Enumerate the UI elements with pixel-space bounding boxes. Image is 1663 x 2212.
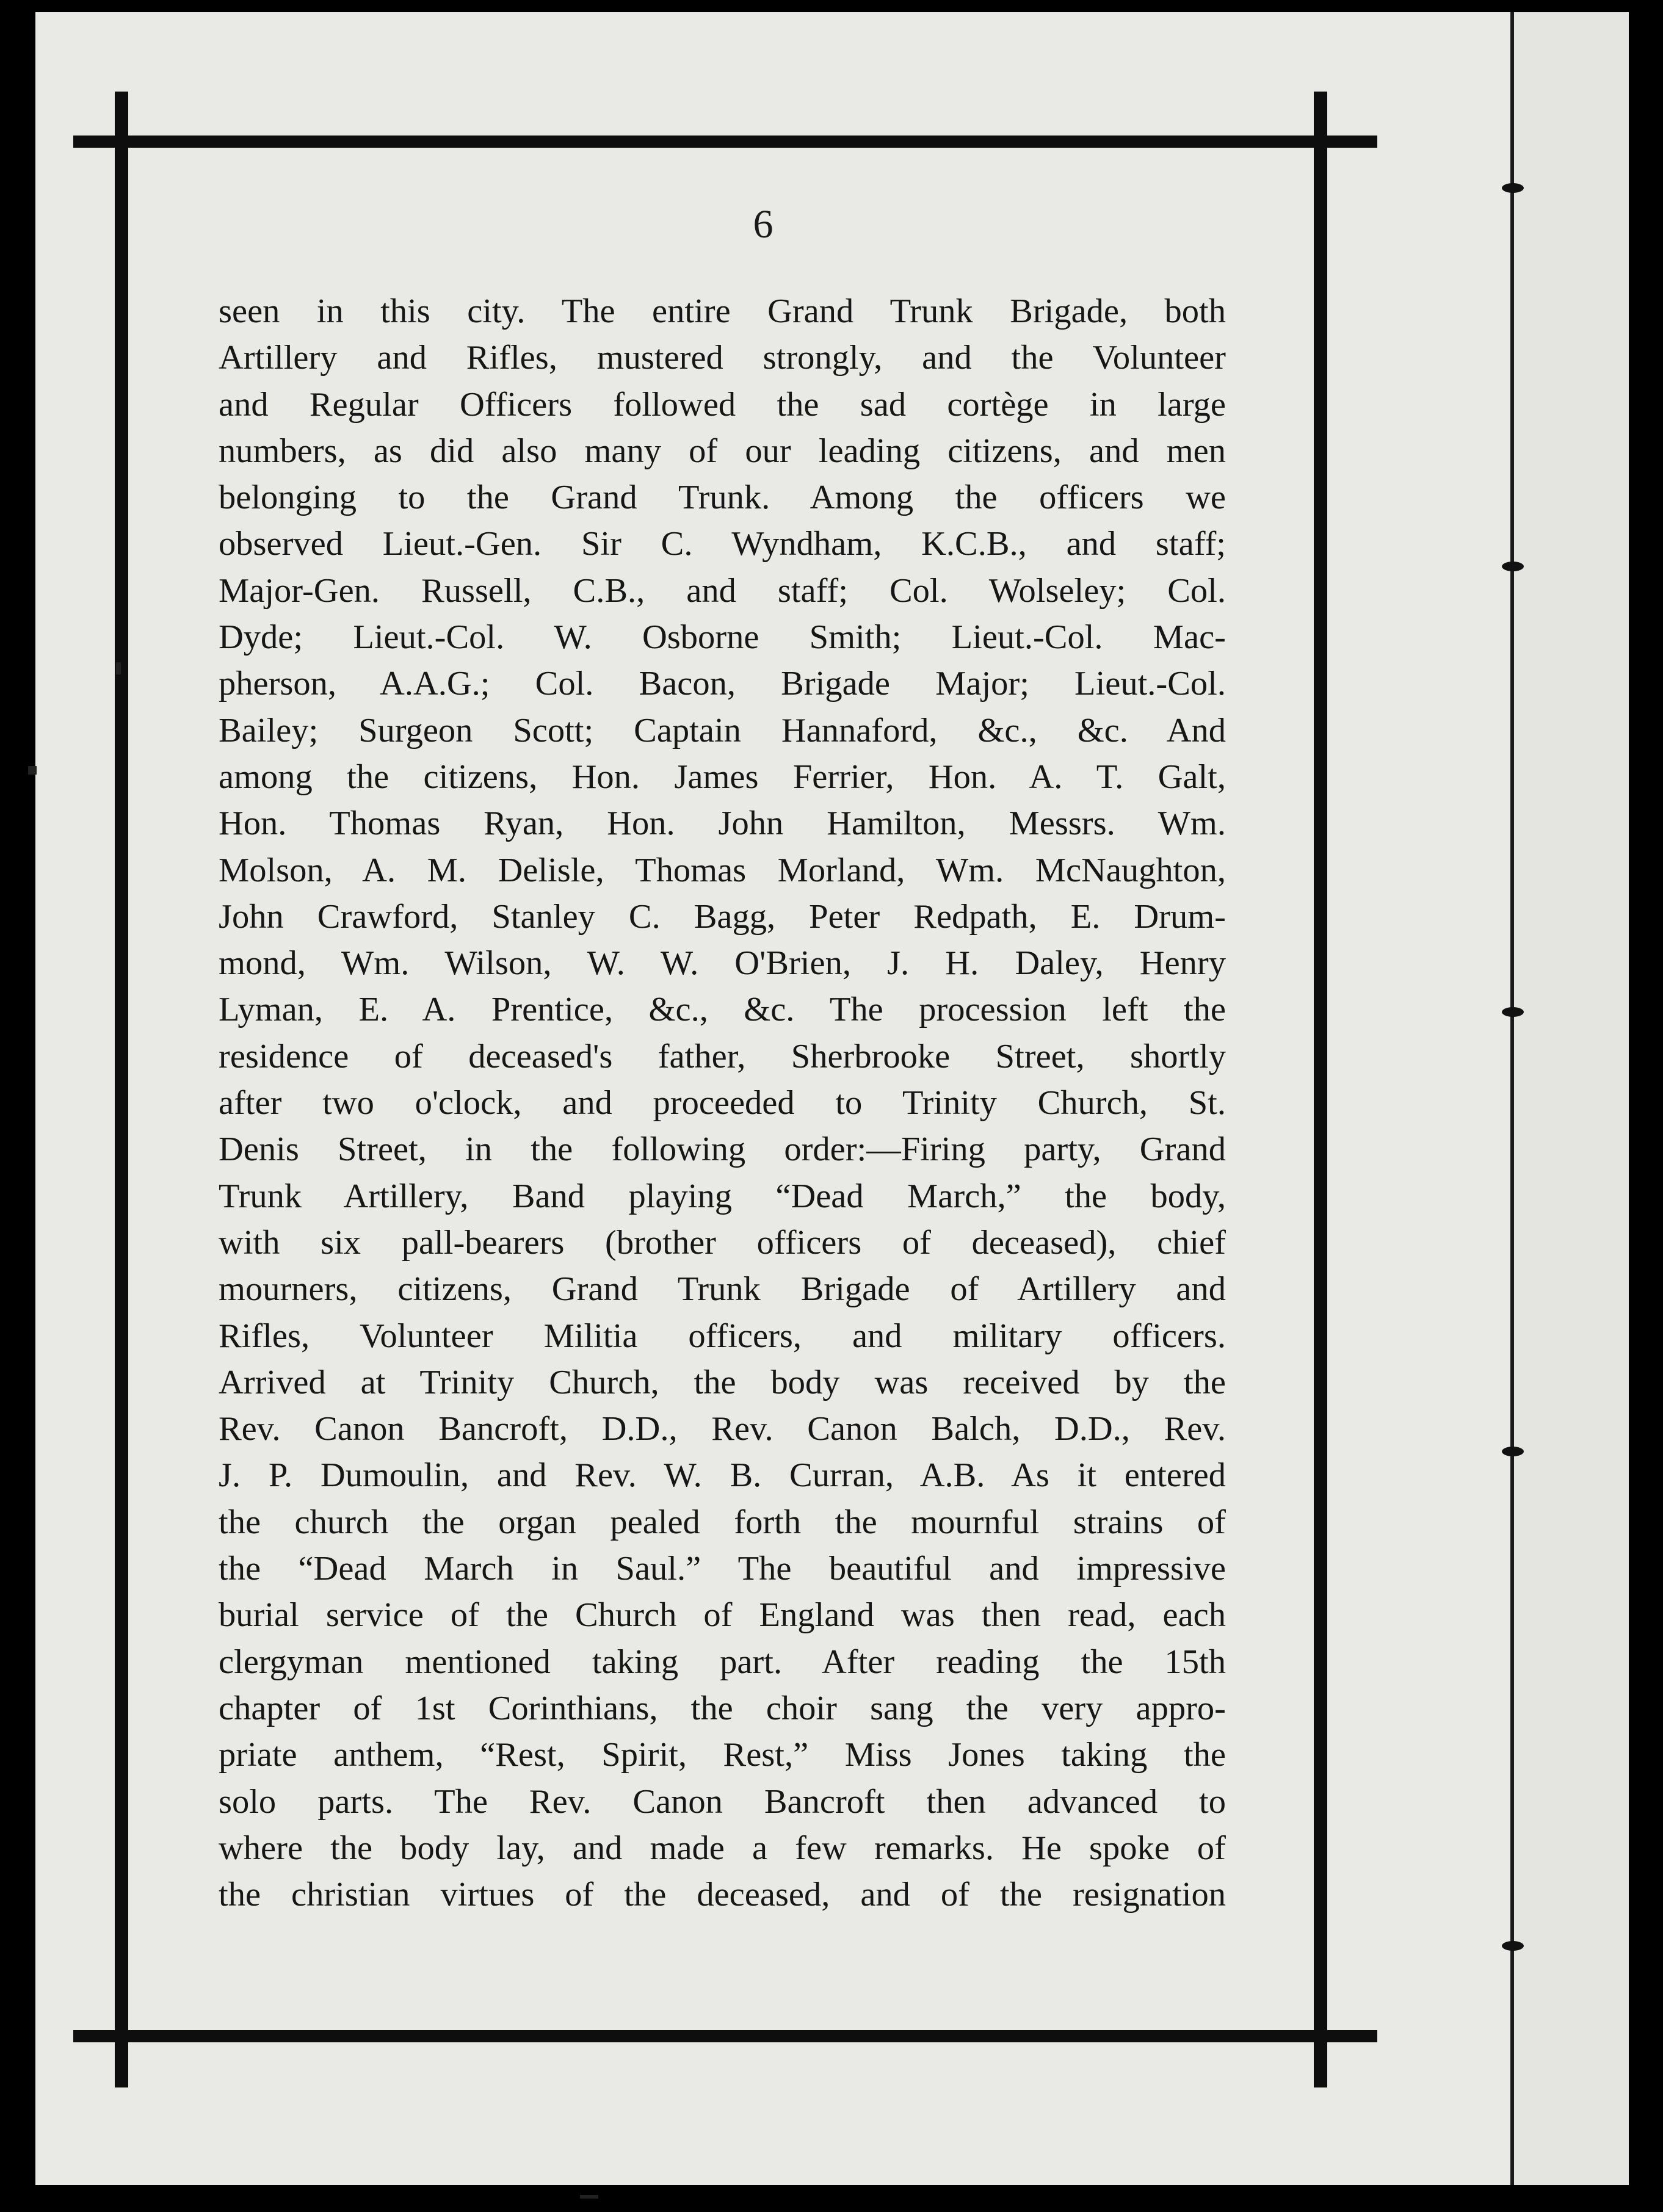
text-line: the church the organ pealed forth the mournful strains of <box>219 1503 1226 1541</box>
adjacent-sheet-edge <box>1513 12 1629 2185</box>
text-line: numbers, as did also many of our leading citizens, and men <box>219 432 1226 470</box>
binding-stitch <box>1502 562 1524 571</box>
edge-tab-mark <box>1645 122 1663 143</box>
text-line: belonging to the Grand Trunk. Among the officers we <box>219 479 1226 517</box>
text-line: Trunk Artillery, Band playing “Dead March,” the body, <box>219 1177 1226 1215</box>
text-line: Lyman, E. A. Prentice, &c., &c. The procession left the <box>219 991 1226 1029</box>
body-text <box>219 288 1226 1918</box>
text-line: observed Lieut.-Gen. Sir C. Wyndham, K.C.B., and staff; <box>219 525 1226 563</box>
border-rule-bottom <box>73 2030 1377 2042</box>
text-line: solo parts. The Rev. Canon Bancroft then advanced to <box>219 1782 1226 1821</box>
binding-fold <box>1510 12 1514 2185</box>
text-line: Arrived at Trinity Church, the body was received by the <box>219 1363 1226 1401</box>
scan-speck <box>28 766 37 775</box>
text-line: Dyde; Lieut.-Col. W. Osborne Smith; Lieut.-Col. Mac- <box>219 618 1226 657</box>
binding-stitch <box>1502 1941 1524 1951</box>
text-line: Denis Street, in the following order:—Firing party, Grand <box>219 1130 1226 1169</box>
binding-stitch <box>1502 183 1524 193</box>
edge-tab-mark <box>1645 2014 1663 2035</box>
text-line: Hon. Thomas Ryan, Hon. John Hamilton, Messrs. Wm. <box>219 804 1226 843</box>
text-line: Molson, A. M. Delisle, Thomas Morland, Wm. McNaughton, <box>219 851 1226 889</box>
text-line: J. P. Dumoulin, and Rev. W. B. Curran, A.B. As it entered <box>219 1456 1226 1495</box>
scan-speck <box>116 662 121 674</box>
page-number: 6 <box>753 202 774 247</box>
text-line: Bailey; Surgeon Scott; Captain Hannaford, &c., &c. And <box>219 711 1226 750</box>
border-rule-right <box>1314 92 1327 2087</box>
text-line: Rifles, Volunteer Militia officers, and military officers. <box>219 1317 1226 1355</box>
text-line: residence of deceased's father, Sherbrooke Street, shortly <box>219 1037 1226 1075</box>
text-line: chapter of 1st Corinthians, the choir sang the very appro- <box>219 1689 1226 1727</box>
text-line: seen in this city. The entire Grand Trunk Brigade, both <box>219 292 1226 330</box>
text-line: the “Dead March in Saul.” The beautiful and impressive <box>219 1550 1226 1588</box>
text-line: burial service of the Church of England was then read, each <box>219 1596 1226 1635</box>
text-line: Artillery and Rifles, mustered strongly, and the Volunteer <box>219 339 1226 377</box>
text-line: Rev. Canon Bancroft, D.D., Rev. Canon Balch, D.D., Rev. <box>219 1410 1226 1448</box>
text-line: where the body lay, and made a few remarks. He spoke of <box>219 1829 1226 1867</box>
border-rule-left <box>115 92 128 2087</box>
text-line: pherson, A.A.G.; Col. Bacon, Brigade Major; Lieut.-Col. <box>219 665 1226 703</box>
text-line: priate anthem, “Rest, Spirit, Rest,” Miss Jones taking the <box>219 1736 1226 1774</box>
text-line: among the citizens, Hon. James Ferrier, Hon. A. T. Galt, <box>219 757 1226 796</box>
text-line: Major-Gen. Russell, C.B., and staff; Col. Wolseley; Col. <box>219 571 1226 610</box>
scan-speck <box>580 2195 598 2199</box>
text-line: after two o'clock, and proceeded to Trinity Church, St. <box>219 1084 1226 1122</box>
text-line: clergyman mentioned taking part. After reading the 15th <box>219 1643 1226 1681</box>
text-line: John Crawford, Stanley C. Bagg, Peter Redpath, E. Drum- <box>219 897 1226 936</box>
border-rule-top <box>73 136 1377 148</box>
binding-stitch <box>1502 1007 1524 1017</box>
text-line: mond, Wm. Wilson, W. W. O'Brien, J. H. Daley, Henry <box>219 944 1226 983</box>
text-line: with six pall-bearers (brother officers of deceased), chief <box>219 1223 1226 1262</box>
text-line: the christian virtues of the deceased, and of the resignation <box>219 1876 1226 1914</box>
text-line: mourners, citizens, Grand Trunk Brigade of Artillery and <box>219 1270 1226 1309</box>
binding-stitch <box>1502 1447 1524 1456</box>
text-line: and Regular Officers followed the sad cortège in large <box>219 385 1226 424</box>
